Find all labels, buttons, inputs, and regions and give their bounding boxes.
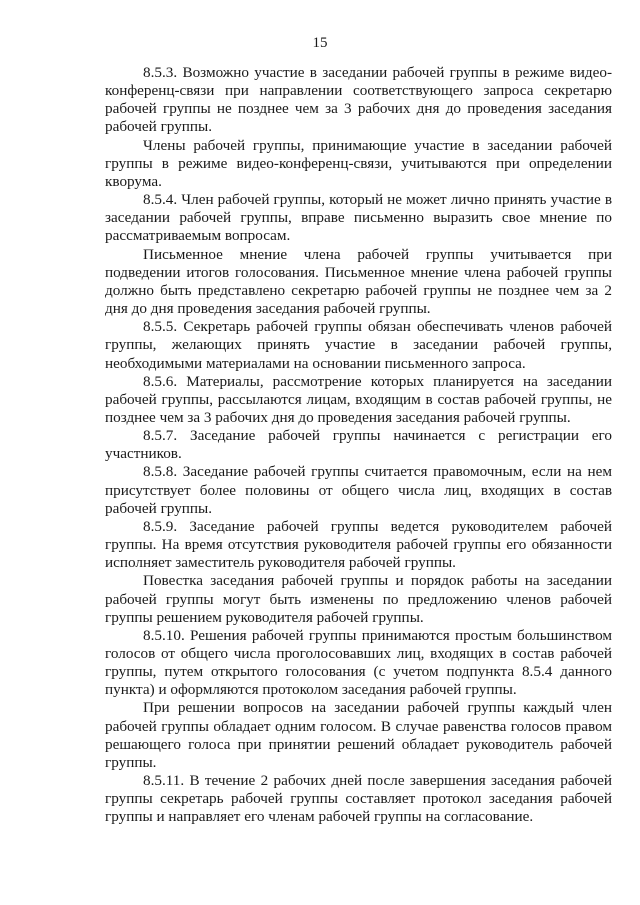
paragraph-8-5-3-quorum: Члены рабочей группы, принимающие участие в заседании рабочей группы в режиме видео-конференц-связи, учитываются при определении кворума. bbox=[105, 136, 612, 190]
paragraph-8-5-4: 8.5.4. Член рабочей группы, который не может лично принять участие в заседании рабочей группы, вправе письменно выразить свое мнение по рассматриваемым вопросам. bbox=[105, 191, 612, 245]
paragraph-8-5-9-agenda: Повестка заседания рабочей группы и порядок работы на заседании рабочей группы могут быть изменены по предложению членов рабочей группы решением руководителя рабочей группы. bbox=[105, 572, 612, 626]
paragraph-8-5-11: 8.5.11. В течение 2 рабочих дней после завершения заседания рабочей группы секретарь рабочей группы составляет протокол заседания рабочей группы и направляет его членам рабочей группы на согласование. bbox=[105, 772, 612, 826]
paragraph-8-5-3: 8.5.3. Возможно участие в заседании рабочей группы в режиме видео-конференц-связи при направлении соответствующего запроса секретарю рабочей группы не позднее чем за 3 рабочих дня до проведения заседания рабочей группы. bbox=[105, 64, 612, 136]
paragraph-8-5-8: 8.5.8. Заседание рабочей группы считается правомочным, если на нем присутствует более половины от общего числа лиц, входящих в состав рабочей группы. bbox=[105, 463, 612, 517]
page-number: 15 bbox=[312, 35, 328, 51]
paragraph-8-5-4-written-opinion: Письменное мнение члена рабочей группы учитывается при подведении итогов голосования. Письменное мнение члена рабочей группы должно быть представлено секретарю рабочей группы не позднее чем за 2 дня до дня проведения заседания рабочей группы. bbox=[105, 245, 612, 318]
paragraph-8-5-10: 8.5.10. Решения рабочей группы принимаются простым большинством голосов от общего числа проголосовавших лиц, входящих в состав рабочей группы, путем открытого голосования (с учетом подпункта 8.5.4 данного пункта) и оформляются протоколом заседания рабочей группы. bbox=[105, 626, 612, 699]
paragraph-8-5-9: 8.5.9. Заседание рабочей группы ведется руководителем рабочей группы. На время отсутствия руководителя рабочей группы его обязанности исполняет заместитель руководителя рабочей группы. bbox=[105, 517, 612, 572]
paragraph-8-5-10-voting: При решении вопросов на заседании рабочей группы каждый член рабочей группы обладает одним голосом. В случае равенства голосов правом решающего голоса при принятии решений обладает руководитель рабочей группы. bbox=[105, 699, 612, 771]
paragraph-8-5-6: 8.5.6. Материалы, рассмотрение которых планируется на заседании рабочей группы, рассылаются лицам, входящим в состав рабочей группы, не позднее чем за 3 рабочих дня до проведения заседания рабочей группы. bbox=[105, 372, 612, 426]
paragraph-8-5-5: 8.5.5. Секретарь рабочей группы обязан обеспечивать членов рабочей группы, желающих принять участие в заседании рабочей группы, необходимыми материалами на основании письменного запроса. bbox=[105, 318, 612, 372]
paragraph-8-5-7: 8.5.7. Заседание рабочей группы начинается с регистрации его участников. bbox=[105, 427, 612, 463]
document-body bbox=[105, 64, 612, 827]
